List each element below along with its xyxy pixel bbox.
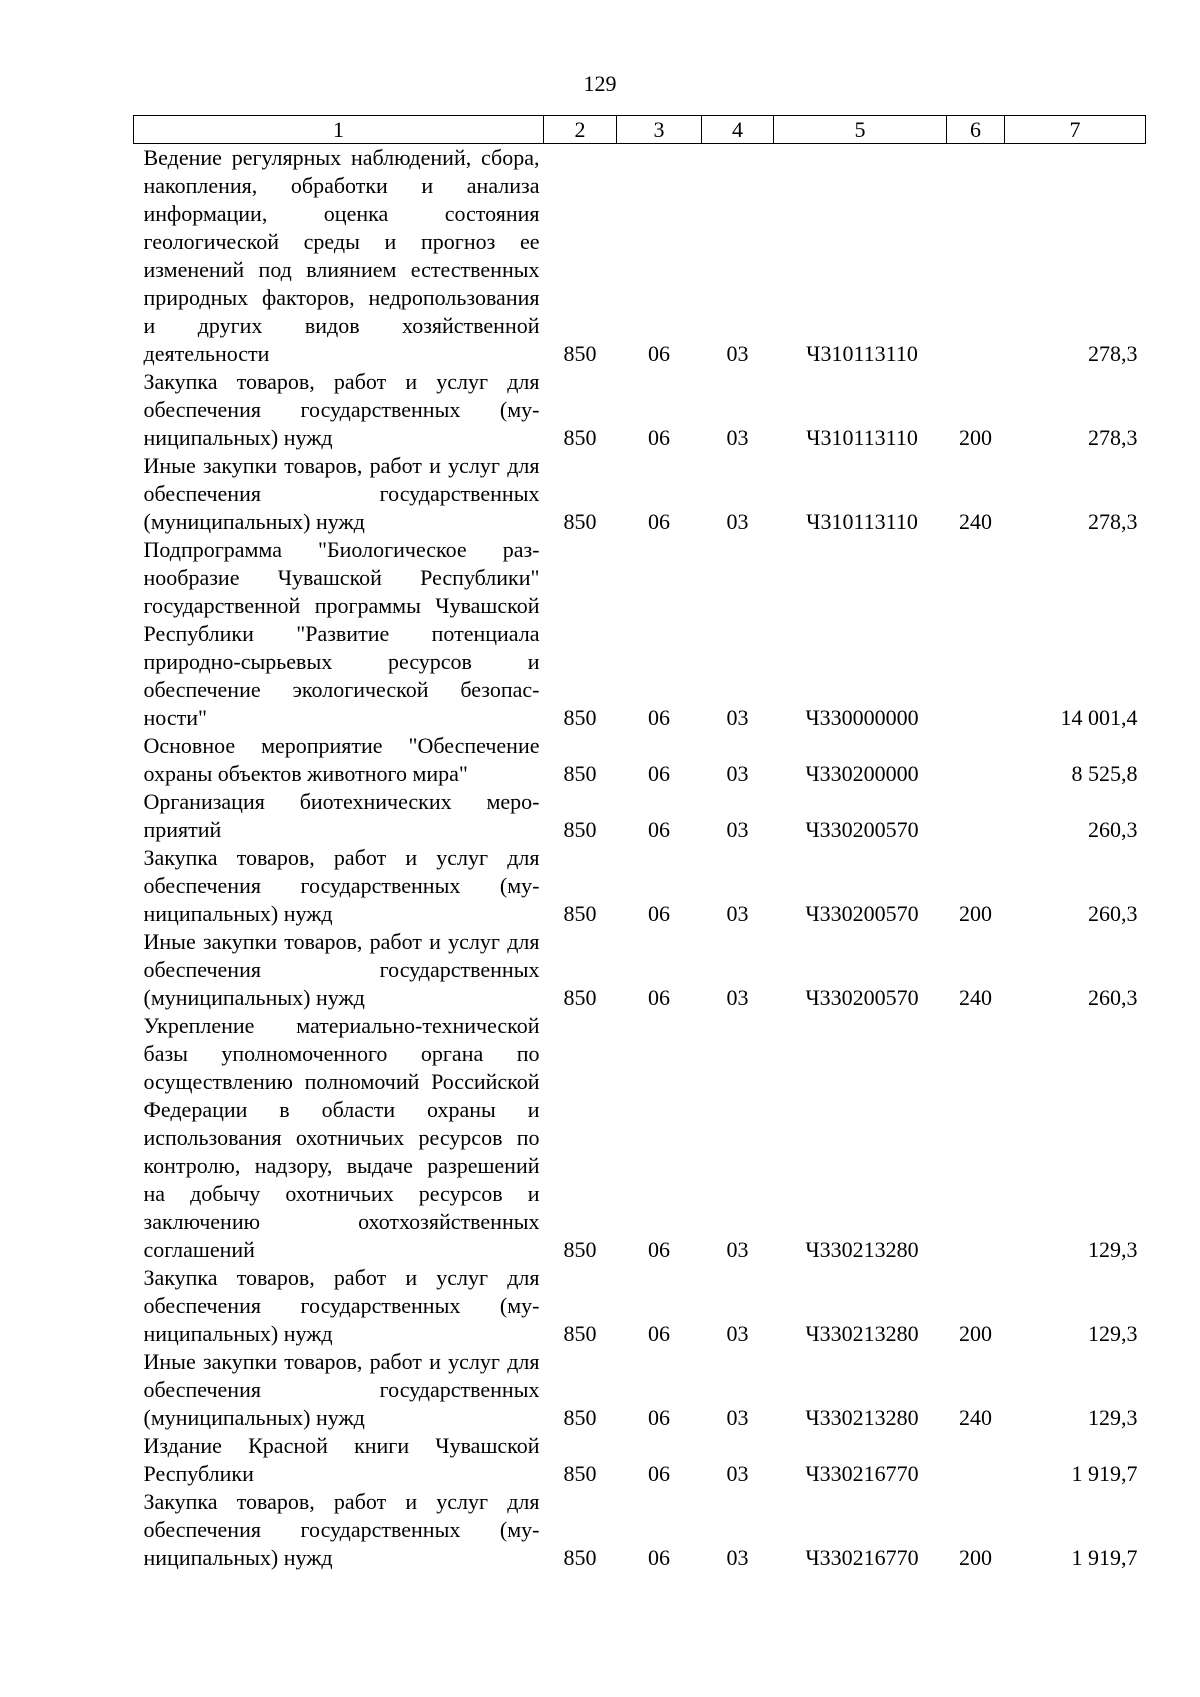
row-col-4: 03 — [726, 509, 749, 534]
row-col-6: 240 — [959, 509, 992, 534]
row-col-6 — [947, 144, 1005, 369]
table-header-row — [134, 116, 1146, 144]
row-name: Ведение регулярных наблюдений, сбора, накопления, обработки и анализа информации, оценка состояния геологической среды и прогноз ее изменений под влиянием естественных природных факторов, недропользования и других видов хозяйственной деятельности — [143, 145, 540, 366]
row-name: Иные закупки товаров, работ и услуг для обеспечения государственных (муниципальных) нужд — [143, 929, 540, 1010]
row-col-4: 03 — [726, 1545, 749, 1570]
table-row — [134, 1488, 1146, 1572]
row-col-3: 06 — [648, 901, 670, 926]
row-name: Организация биотехнических мероприятий — [143, 789, 540, 842]
row-col-7: 260,3 — [1088, 901, 1138, 926]
row-name: Иные закупки товаров, работ и услуг для обеспечения государственных (муниципальных) нужд — [143, 1349, 540, 1430]
row-col-4: 03 — [726, 1237, 749, 1262]
row-col-5: Ч330216770 — [805, 1545, 919, 1570]
row-col-5: Ч330200000 — [805, 761, 919, 786]
row-col-2: 850 — [563, 1237, 597, 1262]
row-col-4: 03 — [726, 817, 749, 842]
row-col-4: 03 — [726, 1405, 749, 1430]
row-col-7: 14 001,4 — [1060, 705, 1138, 730]
row-col-7: 278,3 — [1088, 425, 1138, 450]
table-row — [134, 1012, 1146, 1264]
row-col-2: 850 — [563, 425, 597, 450]
row-col-6 — [947, 1012, 1005, 1264]
row-col-6: 200 — [959, 1321, 992, 1346]
table-row — [134, 844, 1146, 928]
row-col-6 — [947, 732, 1005, 788]
table-row — [134, 536, 1146, 732]
row-col-6 — [947, 1432, 1005, 1488]
row-col-6: 200 — [959, 901, 992, 926]
row-col-4: 03 — [726, 1321, 749, 1346]
row-col-4: 03 — [726, 985, 749, 1010]
row-col-4: 03 — [726, 761, 749, 786]
row-col-7: 1 919,7 — [1071, 1545, 1138, 1570]
row-name: Закупка товаров, работ и услуг для обеспечения государственных (муниципальных) нужд — [143, 369, 540, 450]
column-header: 4 — [702, 116, 774, 144]
row-col-2: 850 — [563, 1321, 597, 1346]
row-col-5: Ч310113110 — [806, 341, 918, 366]
table-row — [134, 452, 1146, 536]
row-col-6: 240 — [959, 985, 992, 1010]
row-col-4: 03 — [726, 705, 749, 730]
page-number: 129 — [583, 71, 617, 96]
column-header: 2 — [544, 116, 617, 144]
column-header: 5 — [774, 116, 947, 144]
row-col-5: Ч330200570 — [805, 985, 919, 1010]
row-col-6 — [947, 536, 1005, 732]
table-row — [134, 928, 1146, 1012]
row-col-4: 03 — [726, 1461, 749, 1486]
row-col-6: 200 — [959, 1545, 992, 1570]
row-col-2: 850 — [563, 1545, 597, 1570]
row-col-5: Ч330213280 — [805, 1405, 919, 1430]
row-col-3: 06 — [648, 705, 670, 730]
row-col-2: 850 — [563, 985, 597, 1010]
row-col-5: Ч310113110 — [806, 509, 918, 534]
row-col-2: 850 — [563, 705, 597, 730]
row-col-7: 260,3 — [1088, 985, 1138, 1010]
row-col-5: Ч330216770 — [805, 1461, 919, 1486]
row-name: Закупка товаров, работ и услуг для обеспечения государственных (муниципальных) нужд — [143, 1489, 540, 1570]
row-col-6 — [947, 788, 1005, 844]
row-col-5: Ч330213280 — [805, 1237, 919, 1262]
row-col-3: 06 — [648, 985, 670, 1010]
column-header: 3 — [617, 116, 702, 144]
row-name: Подпрограмма "Биологическое разнообразие Чувашской Республики" государственной программы Чувашской Республики "Развитие потенциала природно-сырьевых ресурсов и обеспечение экологической безопасности" — [143, 537, 540, 730]
table-row — [134, 732, 1146, 788]
table-row — [134, 144, 1146, 369]
row-col-7: 129,3 — [1088, 1321, 1138, 1346]
row-col-3: 06 — [648, 425, 670, 450]
row-name: Иные закупки товаров, работ и услуг для обеспечения государственных (муниципальных) нужд — [143, 453, 540, 534]
row-col-7: 278,3 — [1088, 341, 1138, 366]
row-name: Закупка товаров, работ и услуг для обеспечения государственных (муниципальных) нужд — [143, 1265, 540, 1346]
row-col-4: 03 — [726, 425, 749, 450]
row-col-7: 8 525,8 — [1071, 761, 1138, 786]
row-col-3: 06 — [648, 1405, 670, 1430]
row-col-7: 260,3 — [1088, 817, 1138, 842]
row-col-7: 129,3 — [1088, 1405, 1138, 1430]
row-col-2: 850 — [563, 817, 597, 842]
table-row — [134, 368, 1146, 452]
row-col-3: 06 — [648, 509, 670, 534]
row-col-3: 06 — [648, 1545, 670, 1570]
row-col-2: 850 — [563, 341, 597, 366]
row-col-5: Ч330200570 — [805, 817, 919, 842]
row-col-5: Ч330000000 — [805, 705, 919, 730]
table-row — [134, 788, 1146, 844]
row-col-5: Ч330213280 — [805, 1321, 919, 1346]
row-col-6: 240 — [959, 1405, 992, 1430]
row-name: Закупка товаров, работ и услуг для обеспечения государственных (муниципальных) нужд — [143, 845, 540, 926]
row-col-7: 278,3 — [1088, 509, 1138, 534]
row-col-2: 850 — [563, 1461, 597, 1486]
column-header: 7 — [1005, 116, 1146, 144]
row-col-2: 850 — [563, 901, 597, 926]
column-header: 1 — [134, 116, 544, 144]
row-col-2: 850 — [563, 509, 597, 534]
row-col-5: Ч310113110 — [806, 425, 918, 450]
row-name: Издание Красной книги Чувашской Республики — [143, 1433, 540, 1486]
row-col-3: 06 — [648, 1461, 670, 1486]
row-col-7: 129,3 — [1088, 1237, 1138, 1262]
row-col-3: 06 — [648, 1237, 670, 1262]
row-col-5: Ч330200570 — [805, 901, 919, 926]
row-name: Основное мероприятие "Обеспечение охраны объектов животного мира" — [143, 733, 540, 786]
row-col-4: 03 — [726, 341, 749, 366]
row-col-2: 850 — [563, 761, 597, 786]
row-col-3: 06 — [648, 761, 670, 786]
row-col-3: 06 — [648, 1321, 670, 1346]
row-col-2: 850 — [563, 1405, 597, 1430]
column-header: 6 — [947, 116, 1005, 144]
table-row — [134, 1264, 1146, 1348]
table-row — [134, 1432, 1146, 1488]
row-col-4: 03 — [726, 901, 749, 926]
row-col-3: 06 — [648, 817, 670, 842]
table-row — [134, 1348, 1146, 1432]
row-col-3: 06 — [648, 341, 670, 366]
budget-table — [133, 115, 1146, 1572]
row-name: Укрепление материально-технической базы уполномоченного органа по осуществлению полномочий Российской Федерации в области охраны и использования охотничьих ресурсов по контролю, надзору, выдаче разрешений на добычу охотничьих ресурсов и заключению охотхозяйственных соглашений — [143, 1013, 540, 1262]
row-col-7: 1 919,7 — [1071, 1461, 1138, 1486]
row-col-6: 200 — [959, 425, 992, 450]
